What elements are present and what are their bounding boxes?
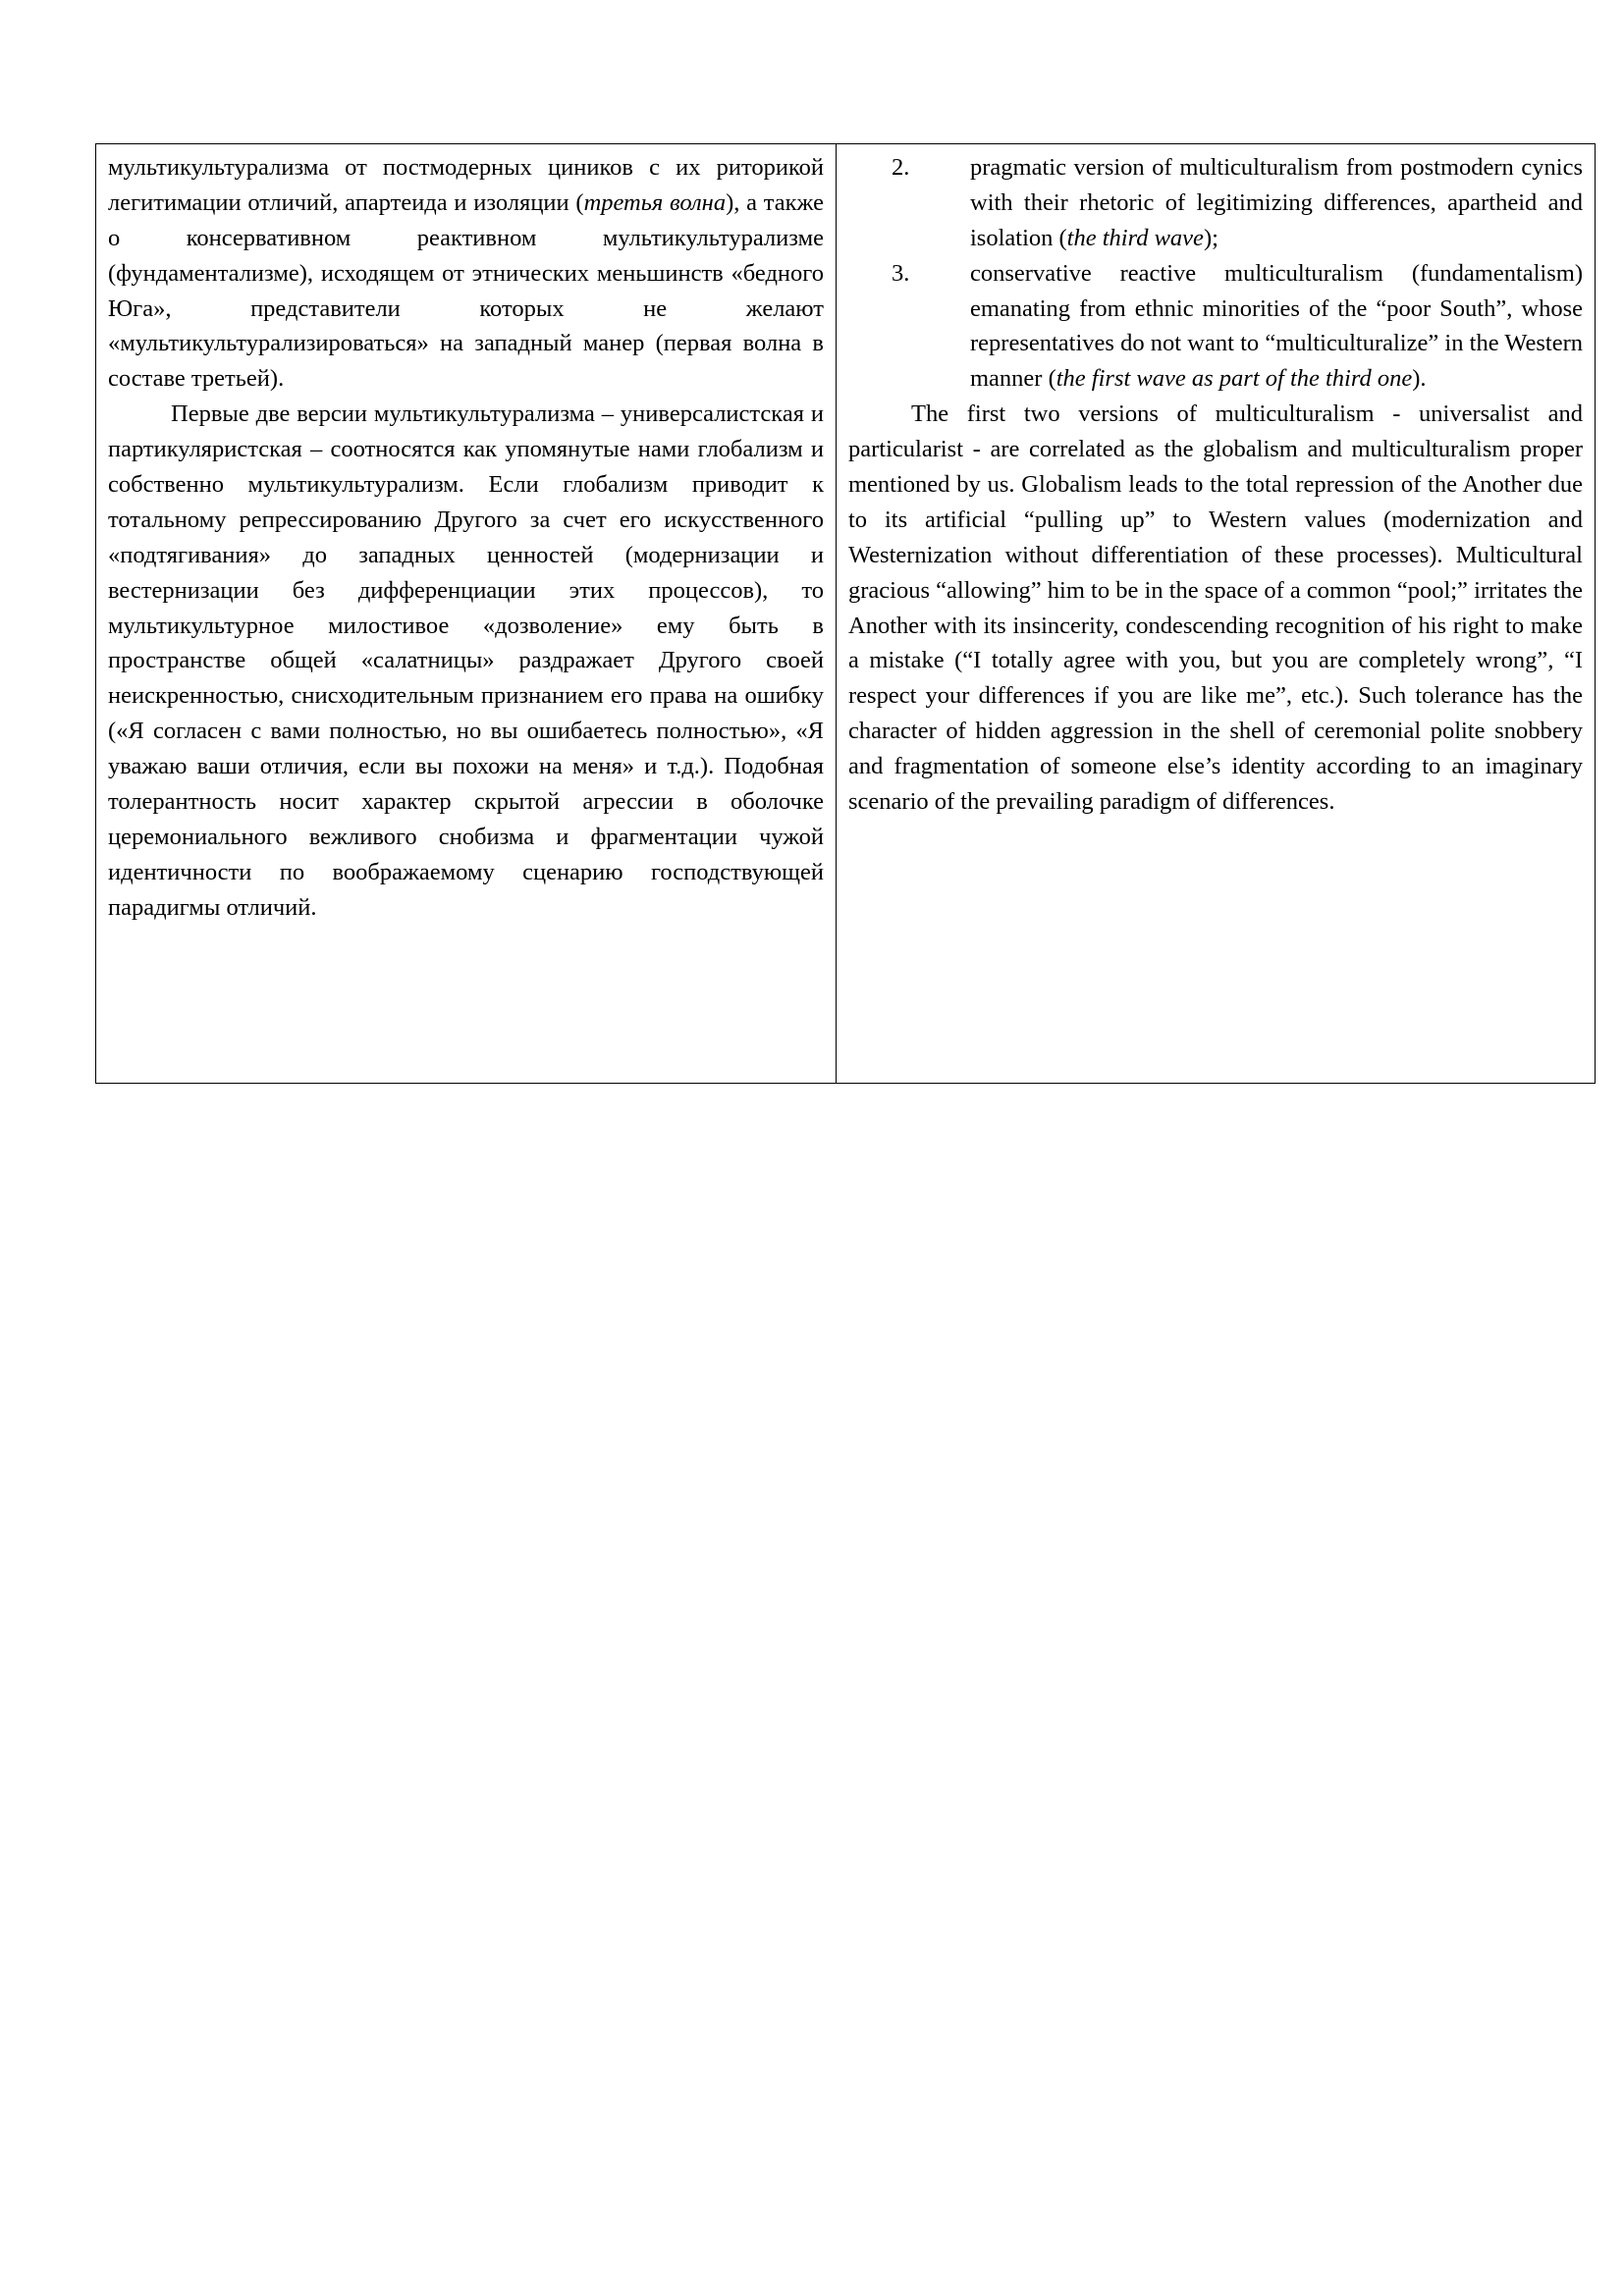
list-item-2-italic-the-third-wave: the third wave [1066,224,1204,251]
list-item [848,150,1583,256]
english-column-cell [837,144,1596,1084]
russian-paragraph-1-run-1: мультикультурализма от постмодерных циников с их риторикой легитимации отличий, апартеида и изоляции ( [108,154,824,216]
english-cell-bottom-space [848,820,1583,967]
list-item-3-text-before: conservative reactive multiculturalism (fundamentalism) emanating from ethnic minorities of the “poor South”, whose representatives do not want to “multiculturalize” in the Western manner ( [970,259,1583,393]
table-row [96,144,1596,1084]
russian-column-cell [96,144,837,1084]
english-paragraph: The first two versions of multiculturalism - universalist and particularist - are correlated as the globalism and multiculturalism proper mentioned by us. Globalism leads to the total repression of the Another due to its artificial “pulling up” to Western values (modernization and Westernization without differentiation of these processes). Multicultural gracious “allowing” him to be in the space of a common “pool;” irritates the Another with its insincerity, condescending recognition of his right to make a mistake (“I totally agree with you, but you are completely wrong”, “I respect your differences if you are like me”, etc.). Such tolerance has the character of hidden aggression in the shell of ceremonial polite snobbery and fragmentation of someone else’s identity according to an imaginary scenario of the prevailing paradigm of differences. [848,400,1583,816]
bilingual-translation-table [95,143,1596,1084]
russian-paragraph-1 [108,150,824,397]
list-item-2-text-before: pragmatic version of multiculturalism from postmodern cynics with their rhetoric of legitimizing differences, apartheid and isolation ( [970,154,1583,251]
list-item-3-text-after: ). [1412,365,1427,393]
list-item [848,256,1583,398]
list-item-marker-2: 2. [892,154,910,181]
list-item-marker-3: 3. [892,259,910,287]
russian-paragraph-2: Первые две версии мультикультурализма – универсалистская и партикуляристская – соотносятся как упомянутые нами глобализм и собственно мультикультурализм. Если глобализм приводит к тотальному репрессированию Другого за счет его искусственного «подтягивания» до западных ценностей (модернизации и вестернизации без дифференциации этих процессов), то мультикультурное милостивое «дозволение» ему быть в пространстве общей «салатницы» раздражает Другого своей неискренностью, снисходительным признанием его права на ошибку («Я согласен с вами полностью, но вы ошибаетесь полностью», «Я уважаю ваши отличия, если вы похожи на меня» и т.д.). Подобная толерантность носит характер скрытой агрессии в оболочке церемониального вежливого снобизма и фрагментации чужой идентичности по воображаемому сценарию господствующей парадигмы отличий. [108,400,824,921]
russian-paragraph-1-italic-third-wave: третья волна [583,188,727,216]
list-item-2-text-after: ); [1203,224,1218,251]
russian-cell-bottom-space [108,926,824,1073]
english-numbered-list [848,150,1583,397]
list-item-3-italic-first-wave: the first wave as part of the third one [1056,365,1413,393]
russian-paragraph-1-run-2: ), а также о консервативном реактивном мультикультурализме (фундаментализме), исходящем от этнических меньшинств «бедного Юга», представители которых не желают «мультикультурализироваться» на западный манер (первая волна в составе третьей). [108,188,824,393]
